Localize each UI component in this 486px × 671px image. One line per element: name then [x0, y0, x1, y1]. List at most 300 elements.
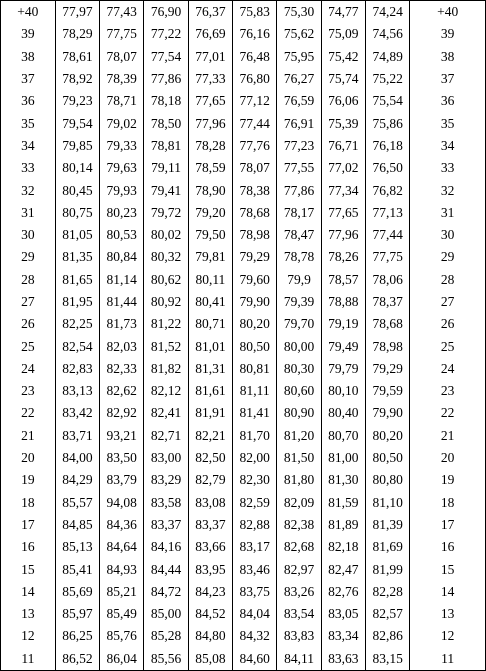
table-cell: 84,60 — [233, 648, 277, 670]
table-cell: 75,95 — [277, 46, 321, 68]
row-label-left: 36 — [21, 93, 35, 109]
table-cell: 81,31 — [188, 358, 232, 380]
table-cell: 74,24 — [366, 1, 410, 23]
table-cell: 82,79 — [188, 469, 232, 491]
table-cell: 76,27 — [277, 68, 321, 90]
table-cell: 75,39 — [321, 112, 365, 134]
table-cell: 78,81 — [144, 135, 188, 157]
table-cell: 82,92 — [100, 402, 144, 424]
table-cell: 77,75 — [366, 246, 410, 268]
table-cell: 77,65 — [188, 90, 232, 112]
row-label-right: 13 — [440, 606, 455, 622]
table-cell: 84,52 — [188, 603, 232, 625]
table-cell: 79,23 — [55, 90, 99, 112]
table-cell: 82,88 — [233, 514, 277, 536]
table-cell: 81,95 — [55, 291, 99, 313]
table-cell: 75,62 — [277, 23, 321, 45]
table-cell: 80,62 — [144, 269, 188, 291]
row-label-right: 32 — [440, 182, 455, 198]
table-cell: 82,54 — [55, 335, 99, 357]
table-cell: 84,23 — [188, 581, 232, 603]
table-cell: 79,11 — [144, 157, 188, 179]
table-cell: 83,29 — [144, 469, 188, 491]
table-cell: 84,80 — [188, 625, 232, 647]
table-cell: 77,23 — [277, 135, 321, 157]
table-cell: 78,07 — [100, 46, 144, 68]
table-cell: 84,85 — [55, 514, 99, 536]
table-cell: 79,19 — [321, 313, 365, 335]
row-label-left: 22 — [21, 405, 35, 421]
table-row — [1, 68, 485, 90]
table-cell: 81,01 — [188, 335, 232, 357]
table-cell: 80,30 — [277, 358, 321, 380]
row-label-right: 17 — [440, 516, 455, 532]
table-row — [1, 402, 485, 424]
row-label-right: 12 — [440, 628, 455, 644]
table-cell: 77,86 — [277, 179, 321, 201]
table-row — [1, 179, 485, 201]
table-row — [1, 447, 485, 469]
table-cell: 82,50 — [188, 447, 232, 469]
table-cell: 82,71 — [144, 425, 188, 447]
table-cell: 83,63 — [321, 648, 365, 670]
table-cell: 75,74 — [321, 68, 365, 90]
table-cell: 81,20 — [277, 425, 321, 447]
table-cell: 78,57 — [321, 269, 365, 291]
table-row — [1, 112, 485, 134]
row-label-right: 11 — [441, 650, 455, 666]
table-row — [1, 224, 485, 246]
table-cell: 76,71 — [321, 135, 365, 157]
row-label-right: 25 — [440, 338, 455, 354]
row-label-right: 23 — [440, 383, 455, 399]
table-cell: 80,10 — [321, 380, 365, 402]
table-cell: 74,56 — [366, 23, 410, 45]
table-row — [1, 90, 485, 112]
table-cell: 85,49 — [100, 603, 144, 625]
table-cell: 79,29 — [233, 246, 277, 268]
row-label-right: 26 — [440, 316, 455, 332]
row-label-right: 27 — [440, 294, 455, 309]
table-cell: 80,80 — [366, 469, 410, 491]
table-row — [1, 536, 485, 558]
table-cell: 75,09 — [321, 23, 365, 45]
table-cell: 85,41 — [55, 558, 99, 580]
table-cell: 78,88 — [321, 291, 365, 313]
table-cell: 81,11 — [233, 380, 277, 402]
row-label-left: 14 — [21, 583, 35, 599]
table-cell: 77,75 — [100, 23, 144, 45]
table-cell: 83,08 — [188, 492, 232, 514]
table-cell: 80,23 — [100, 202, 144, 224]
table-cell: 79,41 — [144, 179, 188, 201]
row-label-left: 31 — [21, 204, 35, 220]
row-label-left: 24 — [21, 360, 35, 376]
row-label-left: 37 — [21, 71, 35, 87]
table-cell: 77,12 — [233, 90, 277, 112]
table-cell: 77,65 — [321, 202, 365, 224]
table-cell: 78,06 — [366, 269, 410, 291]
row-label-left: 13 — [21, 606, 35, 622]
table-cell: 79,85 — [55, 135, 99, 157]
row-label-left: 35 — [21, 115, 35, 131]
row-label-right: 16 — [440, 539, 455, 555]
table-cell: 77,96 — [188, 112, 232, 134]
table-row — [1, 269, 485, 291]
table-cell: 81,10 — [366, 492, 410, 514]
row-label-right: 35 — [440, 115, 455, 131]
row-label-left: 29 — [21, 249, 35, 265]
table-cell: 80,71 — [188, 313, 232, 335]
table-cell: 85,00 — [144, 603, 188, 625]
table-cell: 79,63 — [100, 157, 144, 179]
row-label-left: 28 — [21, 271, 35, 287]
table-cell: 80,20 — [366, 425, 410, 447]
table-cell: 78,29 — [55, 23, 99, 45]
table-cell: 81,39 — [366, 514, 410, 536]
table-cell: 79,79 — [321, 358, 365, 380]
table-cell: 79,33 — [100, 135, 144, 157]
table-cell: 86,25 — [55, 625, 99, 647]
table-cell: 81,22 — [144, 313, 188, 335]
table-cell: 82,30 — [233, 469, 277, 491]
row-label-left: 20 — [21, 450, 35, 466]
table-cell: 85,28 — [144, 625, 188, 647]
row-label-left: 15 — [21, 561, 35, 577]
table-cell: 78,98 — [366, 335, 410, 357]
table-cell: 85,21 — [100, 581, 144, 603]
table-cell: 74,89 — [366, 46, 410, 68]
table-cell: 83,05 — [321, 603, 365, 625]
row-label-right: 29 — [440, 249, 455, 265]
table-cell: 81,65 — [55, 269, 99, 291]
table-cell: 76,90 — [144, 1, 188, 23]
row-label-left: +40 — [17, 4, 39, 20]
table-cell: 84,00 — [55, 447, 99, 469]
table-cell: 83,17 — [233, 536, 277, 558]
table-cell: 86,04 — [100, 648, 144, 670]
table-cell: 84,93 — [100, 558, 144, 580]
row-label-left: 11 — [21, 650, 35, 666]
table-row — [1, 625, 485, 647]
table-cell: 84,64 — [100, 536, 144, 558]
table-cell: 83,71 — [55, 425, 99, 447]
table-row — [1, 135, 485, 157]
table-cell: 81,41 — [233, 402, 277, 424]
table-cell: 78,71 — [100, 90, 144, 112]
table-row — [1, 358, 485, 380]
row-label-right: 19 — [440, 472, 455, 488]
table-cell: 84,16 — [144, 536, 188, 558]
table-cell: 77,97 — [55, 1, 99, 23]
table-cell: 85,76 — [100, 625, 144, 647]
table-cell: 78,78 — [277, 246, 321, 268]
table-cell: 80,81 — [233, 358, 277, 380]
row-label-right: 22 — [440, 405, 455, 421]
table-cell: 83,13 — [55, 380, 99, 402]
table-cell: 76,69 — [188, 23, 232, 45]
table-cell: 83,79 — [100, 469, 144, 491]
table-cell: 81,35 — [55, 246, 99, 268]
table-cell: 78,68 — [366, 313, 410, 335]
table-cell: 76,18 — [366, 135, 410, 157]
table-row — [1, 603, 485, 625]
row-label-right: 39 — [440, 26, 455, 42]
table-cell: 85,13 — [55, 536, 99, 558]
table-cell: 82,25 — [55, 313, 99, 335]
table-cell: 80,50 — [233, 335, 277, 357]
table-cell: 81,50 — [277, 447, 321, 469]
table-cell: 77,54 — [144, 46, 188, 68]
table-row — [1, 581, 485, 603]
table-row — [1, 469, 485, 491]
table-cell: 85,69 — [55, 581, 99, 603]
table-cell: 79,20 — [188, 202, 232, 224]
table-cell: 83,37 — [188, 514, 232, 536]
table-cell: 80,92 — [144, 291, 188, 313]
row-label-left: 26 — [21, 316, 35, 332]
table-cell: 77,44 — [366, 224, 410, 246]
table-cell: 78,50 — [144, 112, 188, 134]
table-cell: 78,37 — [366, 291, 410, 313]
table-cell: 76,91 — [277, 112, 321, 134]
table-cell: 84,36 — [100, 514, 144, 536]
table-cell: 78,92 — [55, 68, 99, 90]
table-cell: 85,08 — [188, 648, 232, 670]
table-cell: 75,86 — [366, 112, 410, 134]
table-cell: 78,59 — [188, 157, 232, 179]
row-label-right: 37 — [440, 71, 455, 87]
table-row — [1, 291, 485, 313]
table-cell: 81,99 — [366, 558, 410, 580]
table-cell: 80,20 — [233, 313, 277, 335]
row-label-left: 19 — [21, 472, 35, 488]
table-cell: 78,17 — [277, 202, 321, 224]
table-cell: 78,98 — [233, 224, 277, 246]
row-label-left: 16 — [21, 539, 35, 555]
table-cell: 84,72 — [144, 581, 188, 603]
table-cell: 85,57 — [55, 492, 99, 514]
table-cell: 83,26 — [277, 581, 321, 603]
table-cell: 83,75 — [233, 581, 277, 603]
table-cell: 78,26 — [321, 246, 365, 268]
table-cell: 77,34 — [321, 179, 365, 201]
table-cell: 81,05 — [55, 224, 99, 246]
table-cell: 79,9 — [277, 269, 321, 291]
table-cell: 81,44 — [100, 291, 144, 313]
table-cell: 79,72 — [144, 202, 188, 224]
table-cell: 80,70 — [321, 425, 365, 447]
table-cell: 80,60 — [277, 380, 321, 402]
row-label-right: 15 — [440, 561, 455, 577]
table-cell: 82,00 — [233, 447, 277, 469]
row-label-left: 23 — [21, 383, 35, 399]
table-cell: 82,41 — [144, 402, 188, 424]
table-cell: 82,12 — [144, 380, 188, 402]
table-cell: 84,11 — [277, 648, 321, 670]
table-cell: 81,70 — [233, 425, 277, 447]
table-cell: 76,59 — [277, 90, 321, 112]
table-cell: 93,21 — [100, 425, 144, 447]
table-cell: 78,07 — [233, 157, 277, 179]
row-label-right: 38 — [440, 48, 455, 64]
table-cell: 78,18 — [144, 90, 188, 112]
table-row — [1, 514, 485, 536]
table-row — [1, 492, 485, 514]
table-cell: 84,44 — [144, 558, 188, 580]
table-cell: 79,81 — [188, 246, 232, 268]
table-cell: 80,45 — [55, 179, 99, 201]
table-row — [1, 313, 485, 335]
row-label-left: 34 — [21, 137, 35, 153]
row-label-left: 38 — [21, 48, 35, 64]
table-cell: 78,39 — [100, 68, 144, 90]
table-row — [1, 202, 485, 224]
table-cell: 80,40 — [321, 402, 365, 424]
table-cell: 81,14 — [100, 269, 144, 291]
table-cell: 84,29 — [55, 469, 99, 491]
table-cell: 80,32 — [144, 246, 188, 268]
row-label-left: 30 — [21, 227, 35, 243]
table-cell: 86,52 — [55, 648, 99, 670]
table-cell: 79,54 — [55, 112, 99, 134]
table-cell: 82,97 — [277, 558, 321, 580]
table-cell: 78,47 — [277, 224, 321, 246]
table-cell: 82,03 — [100, 335, 144, 357]
table-cell: 80,75 — [55, 202, 99, 224]
row-label-right: 30 — [440, 227, 455, 243]
table-cell: 83,37 — [144, 514, 188, 536]
table-cell: 76,82 — [366, 179, 410, 201]
row-label-right: 28 — [440, 271, 455, 287]
table-cell: 76,06 — [321, 90, 365, 112]
table-cell: 81,69 — [366, 536, 410, 558]
table-cell: 81,91 — [188, 402, 232, 424]
table-cell: 85,97 — [55, 603, 99, 625]
table-cell: 94,08 — [100, 492, 144, 514]
table-cell: 81,82 — [144, 358, 188, 380]
table-cell: 80,50 — [366, 447, 410, 469]
table-cell: 83,83 — [277, 625, 321, 647]
table-cell: 76,48 — [233, 46, 277, 68]
table-cell: 81,73 — [100, 313, 144, 335]
table-cell: 83,58 — [144, 492, 188, 514]
table-cell: 82,33 — [100, 358, 144, 380]
table-row — [1, 46, 485, 68]
table-cell: 84,04 — [233, 603, 277, 625]
row-label-left: 33 — [21, 160, 35, 176]
table-cell: 75,22 — [366, 68, 410, 90]
table-cell: 79,59 — [366, 380, 410, 402]
table-body — [1, 1, 485, 670]
table-cell: 82,68 — [277, 536, 321, 558]
table-cell: 79,90 — [233, 291, 277, 313]
table-cell: 81,00 — [321, 447, 365, 469]
table-cell: 78,28 — [188, 135, 232, 157]
row-label-left: 39 — [21, 26, 35, 42]
table-cell: 78,90 — [188, 179, 232, 201]
table-cell: 79,70 — [277, 313, 321, 335]
table-cell: 76,50 — [366, 157, 410, 179]
table-cell: 80,02 — [144, 224, 188, 246]
table-cell: 78,61 — [55, 46, 99, 68]
table-cell: 82,28 — [366, 581, 410, 603]
table-cell: 77,96 — [321, 224, 365, 246]
table-cell: 80,00 — [277, 335, 321, 357]
table-row — [1, 1, 485, 23]
table-cell: 77,43 — [100, 1, 144, 23]
table-cell: 80,90 — [277, 402, 321, 424]
table-row — [1, 425, 485, 447]
table-cell: 83,46 — [233, 558, 277, 580]
table-cell: 77,01 — [188, 46, 232, 68]
table-row — [1, 380, 485, 402]
row-label-left: 32 — [21, 182, 35, 198]
table-cell: 82,47 — [321, 558, 365, 580]
table-cell: 83,50 — [100, 447, 144, 469]
table-cell: 83,34 — [321, 625, 365, 647]
table-cell: 83,66 — [188, 536, 232, 558]
table-row — [1, 157, 485, 179]
table-cell: 82,21 — [188, 425, 232, 447]
row-label-right: 24 — [440, 360, 455, 376]
table-cell: 82,83 — [55, 358, 99, 380]
table-cell: 84,32 — [233, 625, 277, 647]
row-label-right: 31 — [440, 204, 455, 220]
table-cell: 83,15 — [366, 648, 410, 670]
table-cell: 79,02 — [100, 112, 144, 134]
table-cell: 77,55 — [277, 157, 321, 179]
row-label-right: +40 — [437, 4, 459, 20]
table-cell: 77,44 — [233, 112, 277, 134]
table-cell: 79,29 — [366, 358, 410, 380]
table-cell: 76,37 — [188, 1, 232, 23]
table-cell: 82,57 — [366, 603, 410, 625]
table-cell: 81,61 — [188, 380, 232, 402]
row-label-right: 21 — [440, 427, 455, 443]
table-cell: 75,54 — [366, 90, 410, 112]
table-cell: 79,93 — [100, 179, 144, 201]
table-cell: 81,52 — [144, 335, 188, 357]
row-label-right: 34 — [440, 137, 455, 153]
table-cell: 83,95 — [188, 558, 232, 580]
table-row — [1, 246, 485, 268]
row-label-right: 18 — [440, 494, 455, 510]
table-cell: 82,59 — [233, 492, 277, 514]
table-cell: 82,62 — [100, 380, 144, 402]
table-cell: 83,42 — [55, 402, 99, 424]
table-cell: 80,14 — [55, 157, 99, 179]
table-cell: 79,90 — [366, 402, 410, 424]
table-cell: 77,02 — [321, 157, 365, 179]
row-label-left: 17 — [21, 516, 35, 532]
table-cell: 76,16 — [233, 23, 277, 45]
table-cell: 75,83 — [233, 1, 277, 23]
table-cell: 83,54 — [277, 603, 321, 625]
row-label-left: 12 — [21, 628, 35, 644]
table-cell: 82,38 — [277, 514, 321, 536]
table-cell: 77,86 — [144, 68, 188, 90]
row-label-right: 33 — [440, 160, 455, 176]
table-cell: 79,49 — [321, 335, 365, 357]
table-cell: 79,60 — [233, 269, 277, 291]
table-cell: 80,11 — [188, 269, 232, 291]
table-cell: 77,22 — [144, 23, 188, 45]
table-cell: 82,09 — [277, 492, 321, 514]
row-label-left: 25 — [21, 338, 35, 354]
table-row — [1, 648, 485, 670]
table-cell: 79,39 — [277, 291, 321, 313]
